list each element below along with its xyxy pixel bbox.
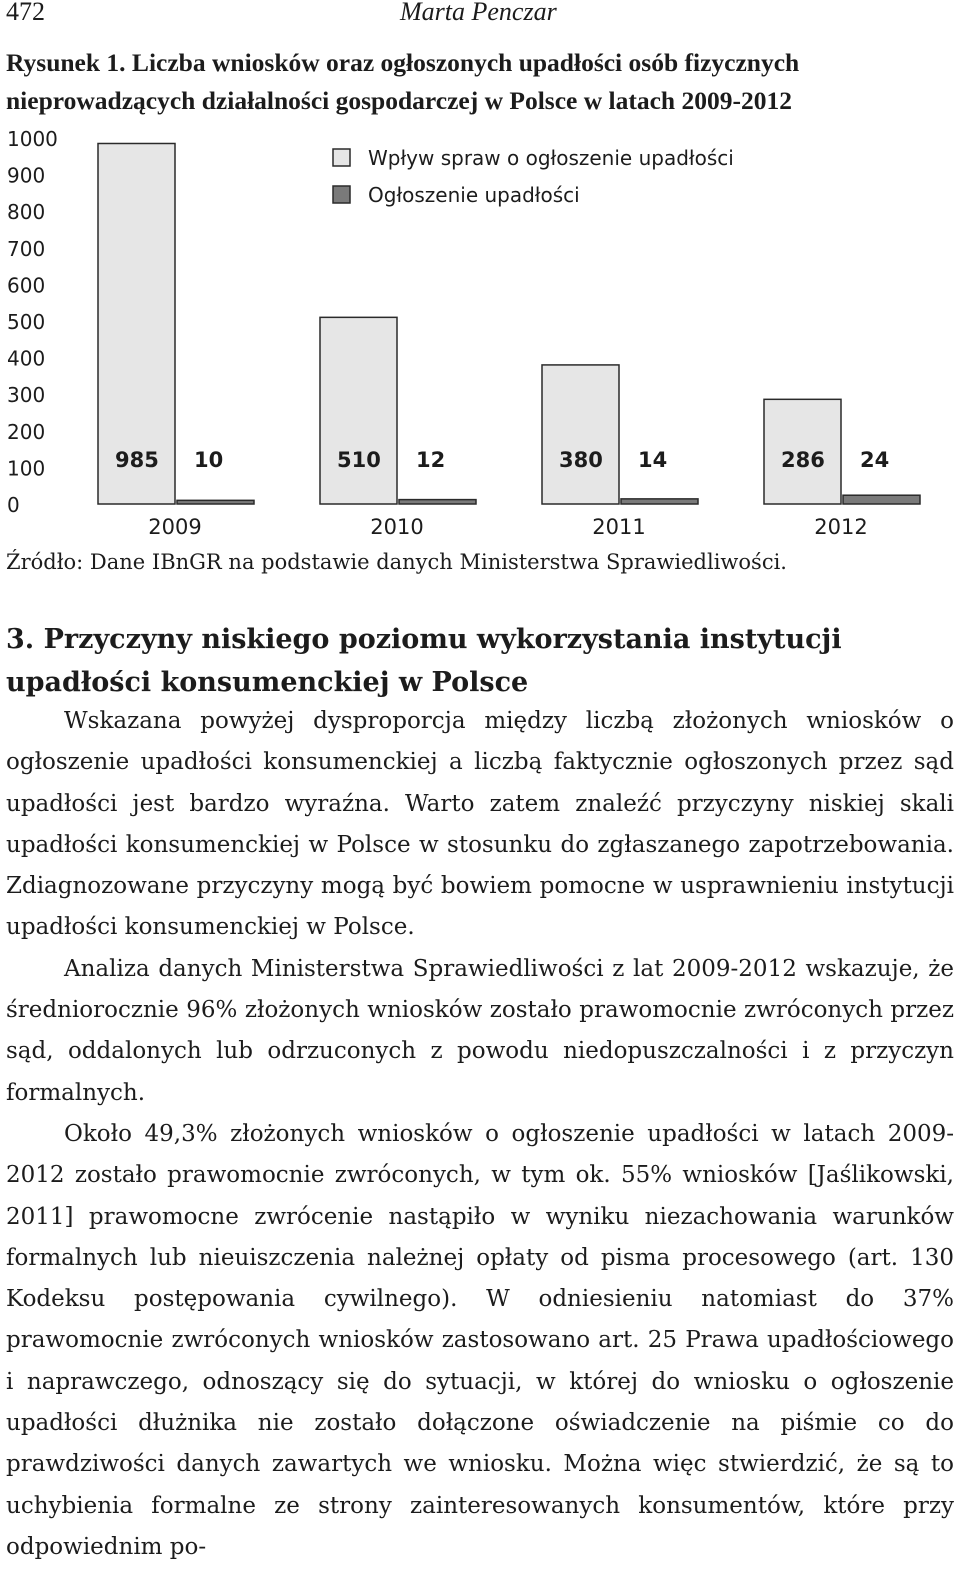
y-tick-label: 900 xyxy=(7,163,46,188)
running-head-author: Marta Penczar xyxy=(400,0,557,26)
y-tick-label: 100 xyxy=(7,456,46,481)
section-heading: 3. Przyczyny niskiego poziomu wykorzystania instytucji upadłości konsumenckiej w Polsce xyxy=(6,624,842,698)
x-tick-label: 2009 xyxy=(148,515,202,539)
data-label: 286 xyxy=(781,448,825,472)
y-tick-label: 800 xyxy=(7,200,46,225)
paragraph: Około 49,3% złożonych wniosków o ogłoszenie upadłości w latach 2009-2012 zostało prawomocnie zwróconych, w tym ok. 55% wniosków [Jaślikowski, 2011] prawomocne zwrócenie nastąpiło w wyniku niezachowania warunków formalnych lub nieuiszczenia należnej opłaty od pisma procesowego (art. 130 Kodeksu postępowania cywilnego). W odniesieniu natomiast do 37% prawomocnie zwróconych wniosków zastosowano art. 25 Prawa upadłościowego i naprawczego, odnoszący się do sytuacji, w której do wniosku o ogłoszenie upadłości dłużnika nie zostało dołączone oświadczenie na piśmie co do prawdziwości danych zawartych we wniosku. Można więc stwierdzić, że są to uchybienia formalne ze strony zainteresowanych konsumentów, które przy odpowiednim po- xyxy=(6,1120,954,1560)
x-axis xyxy=(148,515,867,539)
bar-declared-bankruptcies xyxy=(621,499,698,504)
data-label: 380 xyxy=(559,448,603,472)
figure-title: Rysunek 1. Liczba wniosków oraz ogłoszonych upadłości osób fizycznych nieprowadzących działalności gospodarczej w Polsce w latach 2009-2012 xyxy=(6,48,800,115)
legend xyxy=(333,146,734,207)
paragraph: Analiza danych Ministerstwa Sprawiedliwości z lat 2009-2012 wskazuje, że średniorocznie 96% złożonych wniosków zostało prawomocnie zwróconych przez sąd, oddalonych lub odrzuconych z powodu niedopuszczalności i z przyczyn formalnych. xyxy=(6,955,954,1106)
legend-label: Ogłoszenie upadłości xyxy=(368,183,580,207)
page-number: 472 xyxy=(6,0,45,26)
data-label: 10 xyxy=(194,448,224,472)
data-label: 24 xyxy=(860,448,890,472)
data-label: 12 xyxy=(416,448,446,472)
y-tick-label: 500 xyxy=(7,310,46,334)
legend-swatch xyxy=(333,149,350,166)
y-tick-label: 200 xyxy=(7,419,46,444)
bar-declared-bankruptcies xyxy=(177,500,254,504)
y-tick-label: 600 xyxy=(7,273,46,298)
bar-declared-bankruptcies xyxy=(399,500,476,504)
y-axis xyxy=(7,127,58,517)
legend-swatch xyxy=(333,186,350,203)
x-tick-label: 2011 xyxy=(592,515,646,539)
body-text xyxy=(6,701,954,1568)
figure-source: Źródło: Dane IBnGR na podstawie danych Ministerstwa Sprawiedliwości. xyxy=(6,550,787,574)
x-tick-label: 2012 xyxy=(814,515,868,539)
x-tick-label: 2010 xyxy=(370,515,424,539)
page-header xyxy=(0,0,960,30)
paragraph: Wskazana powyżej dysproporcja między liczbą złożonych wniosków o ogłoszenie upadłości konsumenckiej a liczbą faktycznie ogłoszonych przez sąd upadłości jest bardzo wyraźna. Warto zatem znaleźć przyczyny niskiej skali upadłości konsumenckiej w Polsce w stosunku do zgłaszanego zapotrzebowania. Zdiagnozowane przyczyny mogą być bowiem pomocne w usprawnieniu instytucji upadłości konsumenckiej w Polsce. xyxy=(6,708,954,941)
y-tick-label: 700 xyxy=(7,236,46,261)
data-label: 510 xyxy=(337,448,381,472)
y-tick-label: 400 xyxy=(7,346,46,371)
bar-declared-bankruptcies xyxy=(843,495,920,504)
bar-chart xyxy=(0,125,960,545)
bar-filed-cases xyxy=(542,365,619,504)
data-label: 985 xyxy=(115,448,159,472)
y-tick-label: 0 xyxy=(7,493,20,517)
data-label: 14 xyxy=(638,448,668,472)
bar-filed-cases xyxy=(320,317,397,504)
y-tick-label: 300 xyxy=(7,383,46,408)
legend-label: Wpływ spraw o ogłoszenie upadłości xyxy=(368,146,734,170)
y-tick-label: 1000 xyxy=(7,127,58,151)
